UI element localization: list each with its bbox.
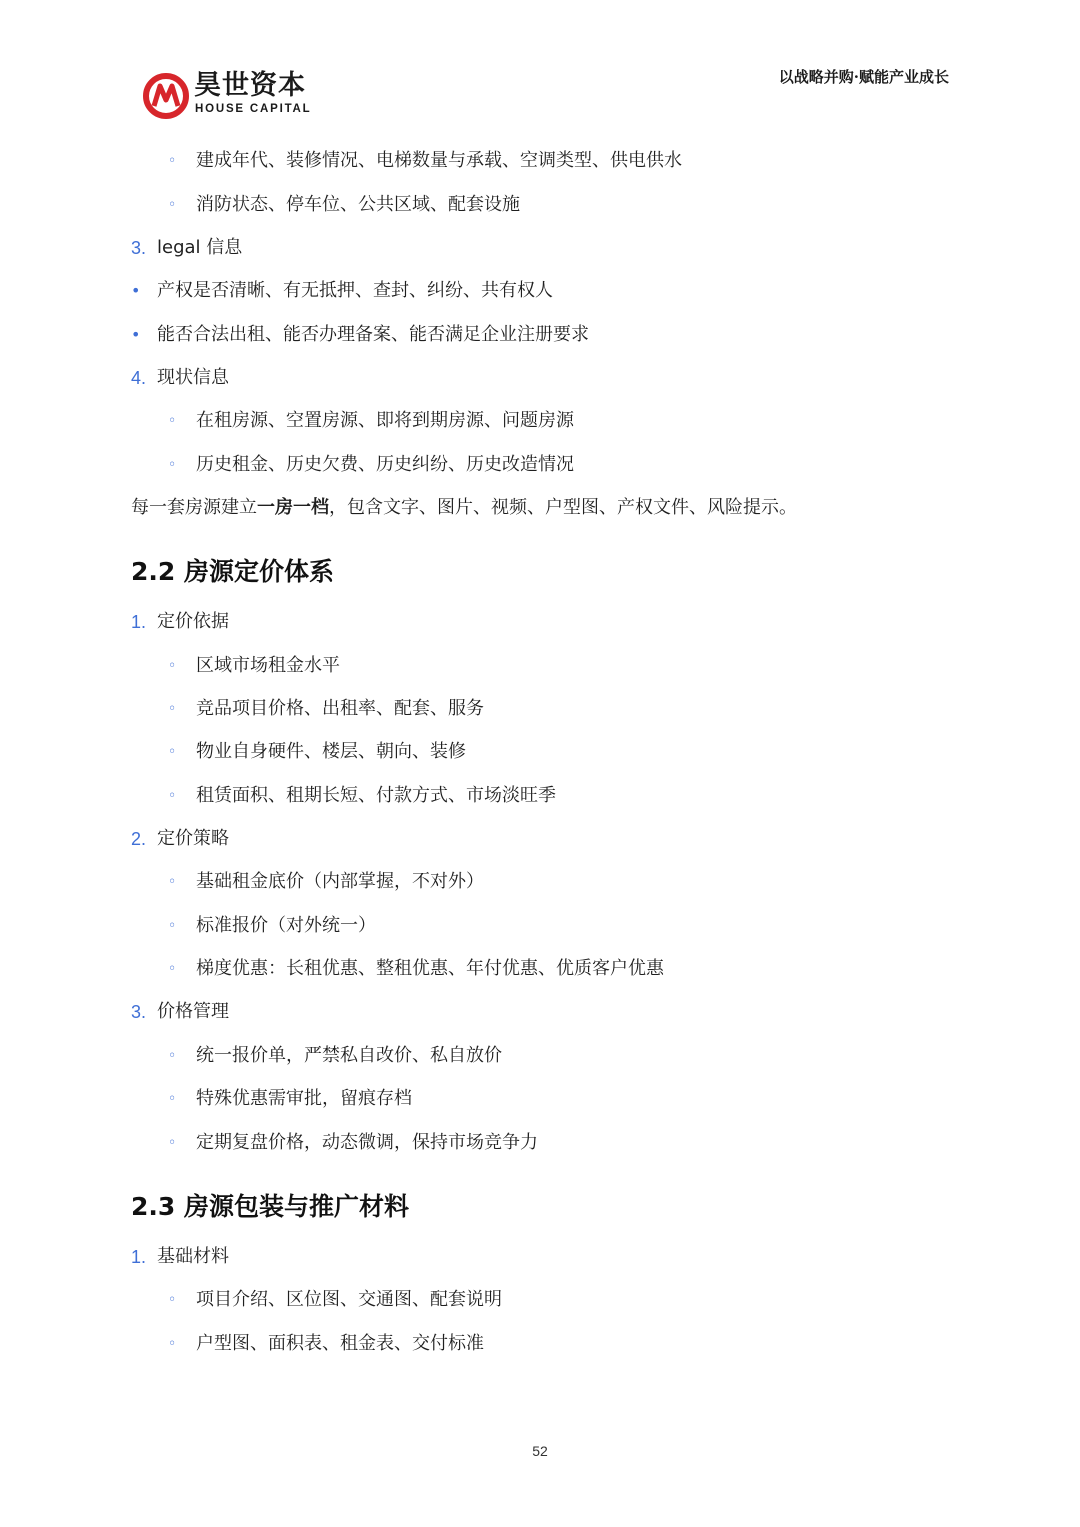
circle-bullet-icon: ◦ bbox=[168, 744, 177, 760]
circle-bullet-icon: ◦ bbox=[168, 1048, 177, 1064]
circle-bullet-icon: ◦ bbox=[168, 701, 177, 717]
circle-bullet-icon: ◦ bbox=[168, 918, 177, 934]
circle-bullet-icon: ◦ bbox=[168, 197, 177, 213]
circle-bullet-icon: ◦ bbox=[168, 457, 177, 473]
circle-bullet-icon: ◦ bbox=[168, 788, 177, 804]
logo-english-name: HOUSE CAPITAL bbox=[195, 103, 312, 115]
bold-emphasis: 一房一档 bbox=[257, 497, 329, 518]
page-number: 52 bbox=[532, 1443, 548, 1459]
page-header bbox=[0, 0, 1080, 130]
circle-bullet-icon: ◦ bbox=[168, 961, 177, 977]
circle-bullet-icon: ◦ bbox=[168, 658, 177, 674]
circle-bullet-icon: ◦ bbox=[168, 153, 177, 169]
logo-mark-icon bbox=[142, 72, 190, 120]
header-tagline: 以战略并购·赋能产业成长 bbox=[778, 68, 949, 86]
dot-bullet-icon: • bbox=[131, 281, 141, 300]
logo-chinese-name: 昊世资本 bbox=[194, 70, 306, 101]
circle-bullet-icon: ◦ bbox=[168, 1336, 177, 1352]
dot-bullet-icon: • bbox=[131, 325, 141, 344]
circle-bullet-icon: ◦ bbox=[168, 1135, 177, 1151]
circle-bullet-icon: ◦ bbox=[168, 413, 177, 429]
company-logo bbox=[142, 70, 322, 122]
circle-bullet-icon: ◦ bbox=[168, 1292, 177, 1308]
section-heading: 2.3 房源包装与推广材料 bbox=[131, 1192, 409, 1221]
circle-bullet-icon: ◦ bbox=[168, 1091, 177, 1107]
section-heading: 2.2 房源定价体系 bbox=[131, 557, 334, 586]
circle-bullet-icon: ◦ bbox=[168, 874, 177, 890]
